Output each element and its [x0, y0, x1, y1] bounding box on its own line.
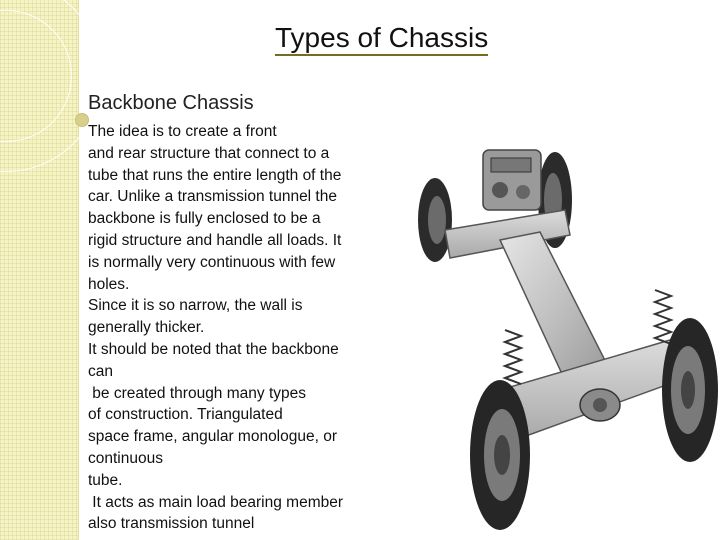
- body-text: [88, 121, 388, 535]
- body-line: backbone is fully enclosed to be a: [88, 210, 321, 228]
- body-line: generally thicker.: [88, 319, 205, 337]
- body-line: can: [88, 362, 113, 380]
- body-line: of construction. Triangulated: [88, 406, 283, 424]
- body-line: continuous: [88, 449, 163, 467]
- body-line: tube.: [88, 471, 123, 489]
- body-line: space frame, angular monologue, or: [88, 428, 338, 446]
- body-line: rigid structure and handle all loads. It: [88, 231, 342, 249]
- front-wheel-left: [470, 380, 530, 530]
- body-line: It should be noted that the backbone: [88, 340, 339, 358]
- front-wheel-right: [662, 318, 718, 462]
- body-line: be created through many types: [88, 384, 306, 402]
- decorative-sidebar: [0, 0, 79, 540]
- body-line: and rear structure that connect to a: [88, 144, 330, 162]
- bullet-dot: [75, 113, 89, 127]
- rear-wheel-left: [418, 178, 452, 262]
- front-spring-right: [655, 290, 671, 344]
- body-line: tube that runs the entire length of the: [88, 166, 342, 184]
- chassis-illustration: [405, 140, 720, 540]
- slide-title: Types of Chassis: [275, 22, 488, 56]
- differential: [580, 389, 620, 421]
- engine: [483, 150, 541, 210]
- body-line: The idea is to create a front: [88, 123, 277, 140]
- body-line: It acts as main load bearing member: [88, 493, 344, 511]
- body-line: also transmission tunnel: [88, 515, 255, 533]
- body-line: is normally very continuous with few: [88, 253, 336, 271]
- slide-subtitle: Backbone Chassis: [88, 92, 254, 114]
- front-spring-left: [505, 330, 521, 384]
- body-line: Since it is so narrow, the wall is: [88, 297, 303, 315]
- body-line: car. Unlike a transmission tunnel the: [88, 188, 337, 206]
- body-line: holes.: [88, 275, 130, 293]
